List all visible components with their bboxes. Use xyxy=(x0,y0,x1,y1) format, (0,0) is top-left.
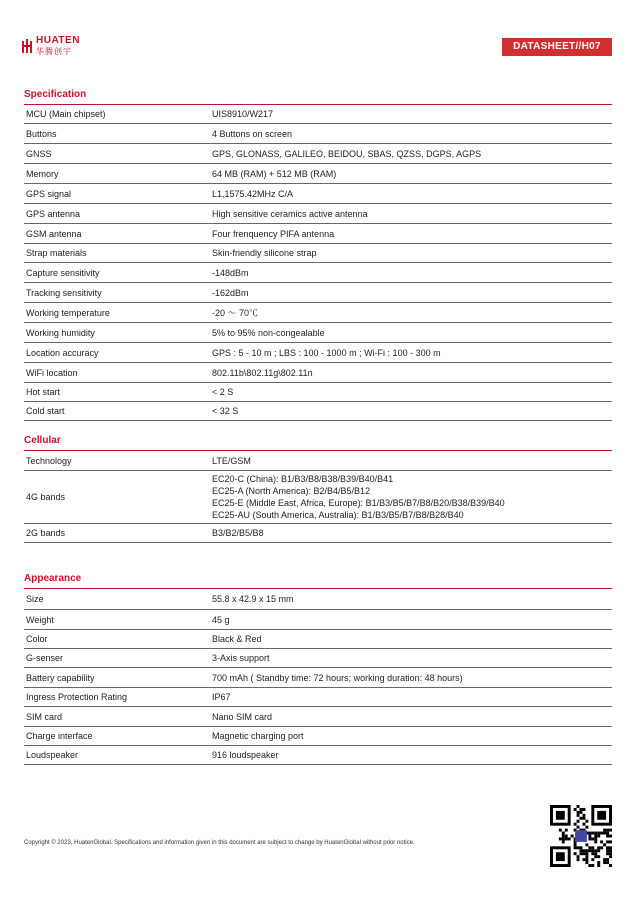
spec-value-line: 4 Buttons on screen xyxy=(212,128,293,139)
huaten-logo-icon xyxy=(22,37,34,55)
spec-label: Capture sensitivity xyxy=(26,267,100,278)
spec-value xyxy=(212,327,612,339)
spec-value xyxy=(212,730,612,742)
spec-label: Cold start xyxy=(26,406,65,416)
spec-label: Technology xyxy=(26,455,72,466)
spec-value xyxy=(212,386,612,398)
spec-value-line: -20 ～ 70℃ xyxy=(212,307,259,318)
spec-value-line: -162dBm xyxy=(212,287,249,298)
spec-value-line: 700 mAh ( Standby time: 72 hours; working duration: 48 hours) xyxy=(212,672,463,683)
spec-row xyxy=(24,707,612,727)
spec-label: GPS antenna xyxy=(26,208,81,219)
spec-row xyxy=(24,224,612,244)
spec-label: Weight xyxy=(26,614,54,625)
spec-row xyxy=(24,688,612,707)
spec-value-line: UIS8910/W217 xyxy=(212,109,274,119)
spec-value-line: IP67 xyxy=(212,692,231,702)
spec-label: Charge interface xyxy=(26,731,93,741)
spec-value xyxy=(212,593,612,605)
spec-value xyxy=(212,652,612,664)
spec-value-line: EC25-A (North America): B2/B4/B5/B12 xyxy=(212,486,371,496)
spec-label: GSM antenna xyxy=(26,228,82,239)
spec-label: GPS signal xyxy=(26,188,72,199)
spec-row xyxy=(24,630,612,649)
spec-value-line: 55.8 x 42.9 x 15 mm xyxy=(212,594,294,604)
spec-label: Battery capability xyxy=(26,672,95,683)
spec-row xyxy=(24,263,612,283)
spec-value-line: EC20-C (China): B1/B3/B8/B38/B39/B40/B41 xyxy=(212,474,394,484)
spec-row xyxy=(24,244,612,263)
spec-value xyxy=(212,228,612,240)
spec-row xyxy=(24,105,612,124)
spec-value-line: High sensitive ceramics active antenna xyxy=(212,208,368,219)
spec-value-line: < 2 S xyxy=(212,387,234,397)
spec-row xyxy=(24,524,612,543)
spec-value xyxy=(212,128,612,140)
spec-value xyxy=(212,307,612,319)
spec-value xyxy=(212,405,612,417)
spec-label: 4G bands xyxy=(26,492,66,502)
spec-row xyxy=(24,303,612,323)
datasheet-badge: DATASHEET//H07 xyxy=(502,38,612,56)
spec-label: Ingress Protection Rating xyxy=(26,692,128,702)
spec-value-line: 45 g xyxy=(212,614,230,625)
spec-row xyxy=(24,283,612,303)
spec-row xyxy=(24,164,612,184)
spec-row xyxy=(24,124,612,144)
spec-row xyxy=(24,589,612,610)
spec-row xyxy=(24,144,612,164)
spec-label: MCU (Main chipset) xyxy=(26,109,106,119)
spec-value-line: Nano SIM card xyxy=(212,711,273,722)
spec-label: Location accuracy xyxy=(26,347,99,358)
logo-cn-text: 华腾创宇 xyxy=(36,47,72,56)
spec-value xyxy=(212,691,612,703)
spec-value-line: Black & Red xyxy=(212,634,262,644)
spec-value-line: GPS : 5 - 10 m ; LBS : 100 - 1000 m ; Wi-Fi : 100 - 300 m xyxy=(212,347,441,358)
spec-row xyxy=(24,343,612,363)
spec-value-line: Magnetic charging port xyxy=(212,731,304,741)
spec-row xyxy=(24,668,612,688)
spec-row xyxy=(24,451,612,471)
spec-value xyxy=(212,347,612,359)
spec-value-line: < 32 S xyxy=(212,406,239,416)
section-title: Appearance xyxy=(24,573,82,584)
spec-value xyxy=(212,168,612,180)
spec-value xyxy=(212,188,612,200)
spec-row xyxy=(24,383,612,402)
spec-label: WiFi location xyxy=(26,367,78,378)
spec-label: GNSS xyxy=(26,148,52,159)
logo-text: HUATEN xyxy=(36,35,80,46)
cellular-section xyxy=(24,433,612,543)
spec-row xyxy=(24,471,612,524)
spec-row xyxy=(24,727,612,746)
spec-label: G-senser xyxy=(26,653,64,663)
spec-label: SIM card xyxy=(26,711,63,722)
spec-value xyxy=(212,148,612,160)
spec-label: Strap materials xyxy=(26,248,87,258)
spec-value-line: L1,1575.42MHz C/A xyxy=(212,188,294,199)
huaten-logo xyxy=(22,35,82,59)
spec-value-line: EC25-AU (South America, Australia): B1/B3/B5/B7/B8/B28/B40 xyxy=(212,510,464,520)
spec-value xyxy=(212,527,612,539)
spec-value-line: Four frenquency PIFA antenna xyxy=(212,228,335,239)
spec-value xyxy=(212,367,612,379)
spec-value-line: LTE/GSM xyxy=(212,455,251,466)
spec-label: Loudspeaker xyxy=(26,750,79,760)
spec-row xyxy=(24,610,612,630)
spec-value-line: EC25-E (Middle East, Africa, Europe): B1/B3/B5/B7/B8/B20/B38/B39/B40 xyxy=(212,498,505,508)
spec-value xyxy=(212,287,612,299)
specification-section xyxy=(24,87,612,421)
spec-value xyxy=(212,633,612,645)
spec-row xyxy=(24,746,612,765)
spec-label: Tracking sensitivity xyxy=(26,287,102,298)
spec-value xyxy=(212,672,612,684)
qr-code xyxy=(550,805,612,867)
spec-row xyxy=(24,184,612,204)
spec-row xyxy=(24,649,612,668)
spec-label: Working temperature xyxy=(26,307,110,318)
appearance-section xyxy=(24,571,612,765)
spec-value xyxy=(212,247,612,259)
section-title: Specification xyxy=(24,89,87,100)
spec-value-line: Skin-friendly silicone strap xyxy=(212,248,317,258)
spec-label: Memory xyxy=(26,168,59,179)
spec-label: Working humidity xyxy=(26,327,95,338)
spec-value-line: -148dBm xyxy=(212,267,249,278)
spec-value xyxy=(212,455,612,467)
spec-row xyxy=(24,204,612,224)
copyright-footer: Copyright © 2023, HuatenGlobal. Specifications and information given in this document are subject to change by HuatenGlobal without prior notice. xyxy=(24,840,415,846)
spec-value-line: 802.11b\802.11g\802.11n xyxy=(212,367,313,378)
spec-label: 2G bands xyxy=(26,528,66,538)
spec-row xyxy=(24,402,612,421)
spec-label: Size xyxy=(26,594,44,604)
spec-value xyxy=(212,208,612,220)
spec-label: Hot start xyxy=(26,387,61,397)
spec-value xyxy=(212,614,612,626)
spec-value-line: 5% to 95% non-congealable xyxy=(212,327,325,338)
spec-value xyxy=(212,267,612,279)
spec-value xyxy=(212,473,612,521)
spec-label: Color xyxy=(26,634,48,644)
spec-value-line: 916 loudspeaker xyxy=(212,750,279,760)
spec-value-line: B3/B2/B5/B8 xyxy=(212,528,264,538)
spec-row xyxy=(24,323,612,343)
spec-label: Buttons xyxy=(26,128,57,139)
section-title: Cellular xyxy=(24,435,61,446)
spec-value-line: 64 MB (RAM) + 512 MB (RAM) xyxy=(212,168,337,179)
spec-value xyxy=(212,711,612,723)
spec-row xyxy=(24,363,612,383)
spec-value-line: 3-Axis support xyxy=(212,653,270,663)
spec-value xyxy=(212,749,612,761)
spec-value xyxy=(212,108,612,120)
spec-value-line: GPS, GLONASS, GALILEO, BEIDOU, SBAS, QZSS, DGPS, AGPS xyxy=(212,148,482,159)
